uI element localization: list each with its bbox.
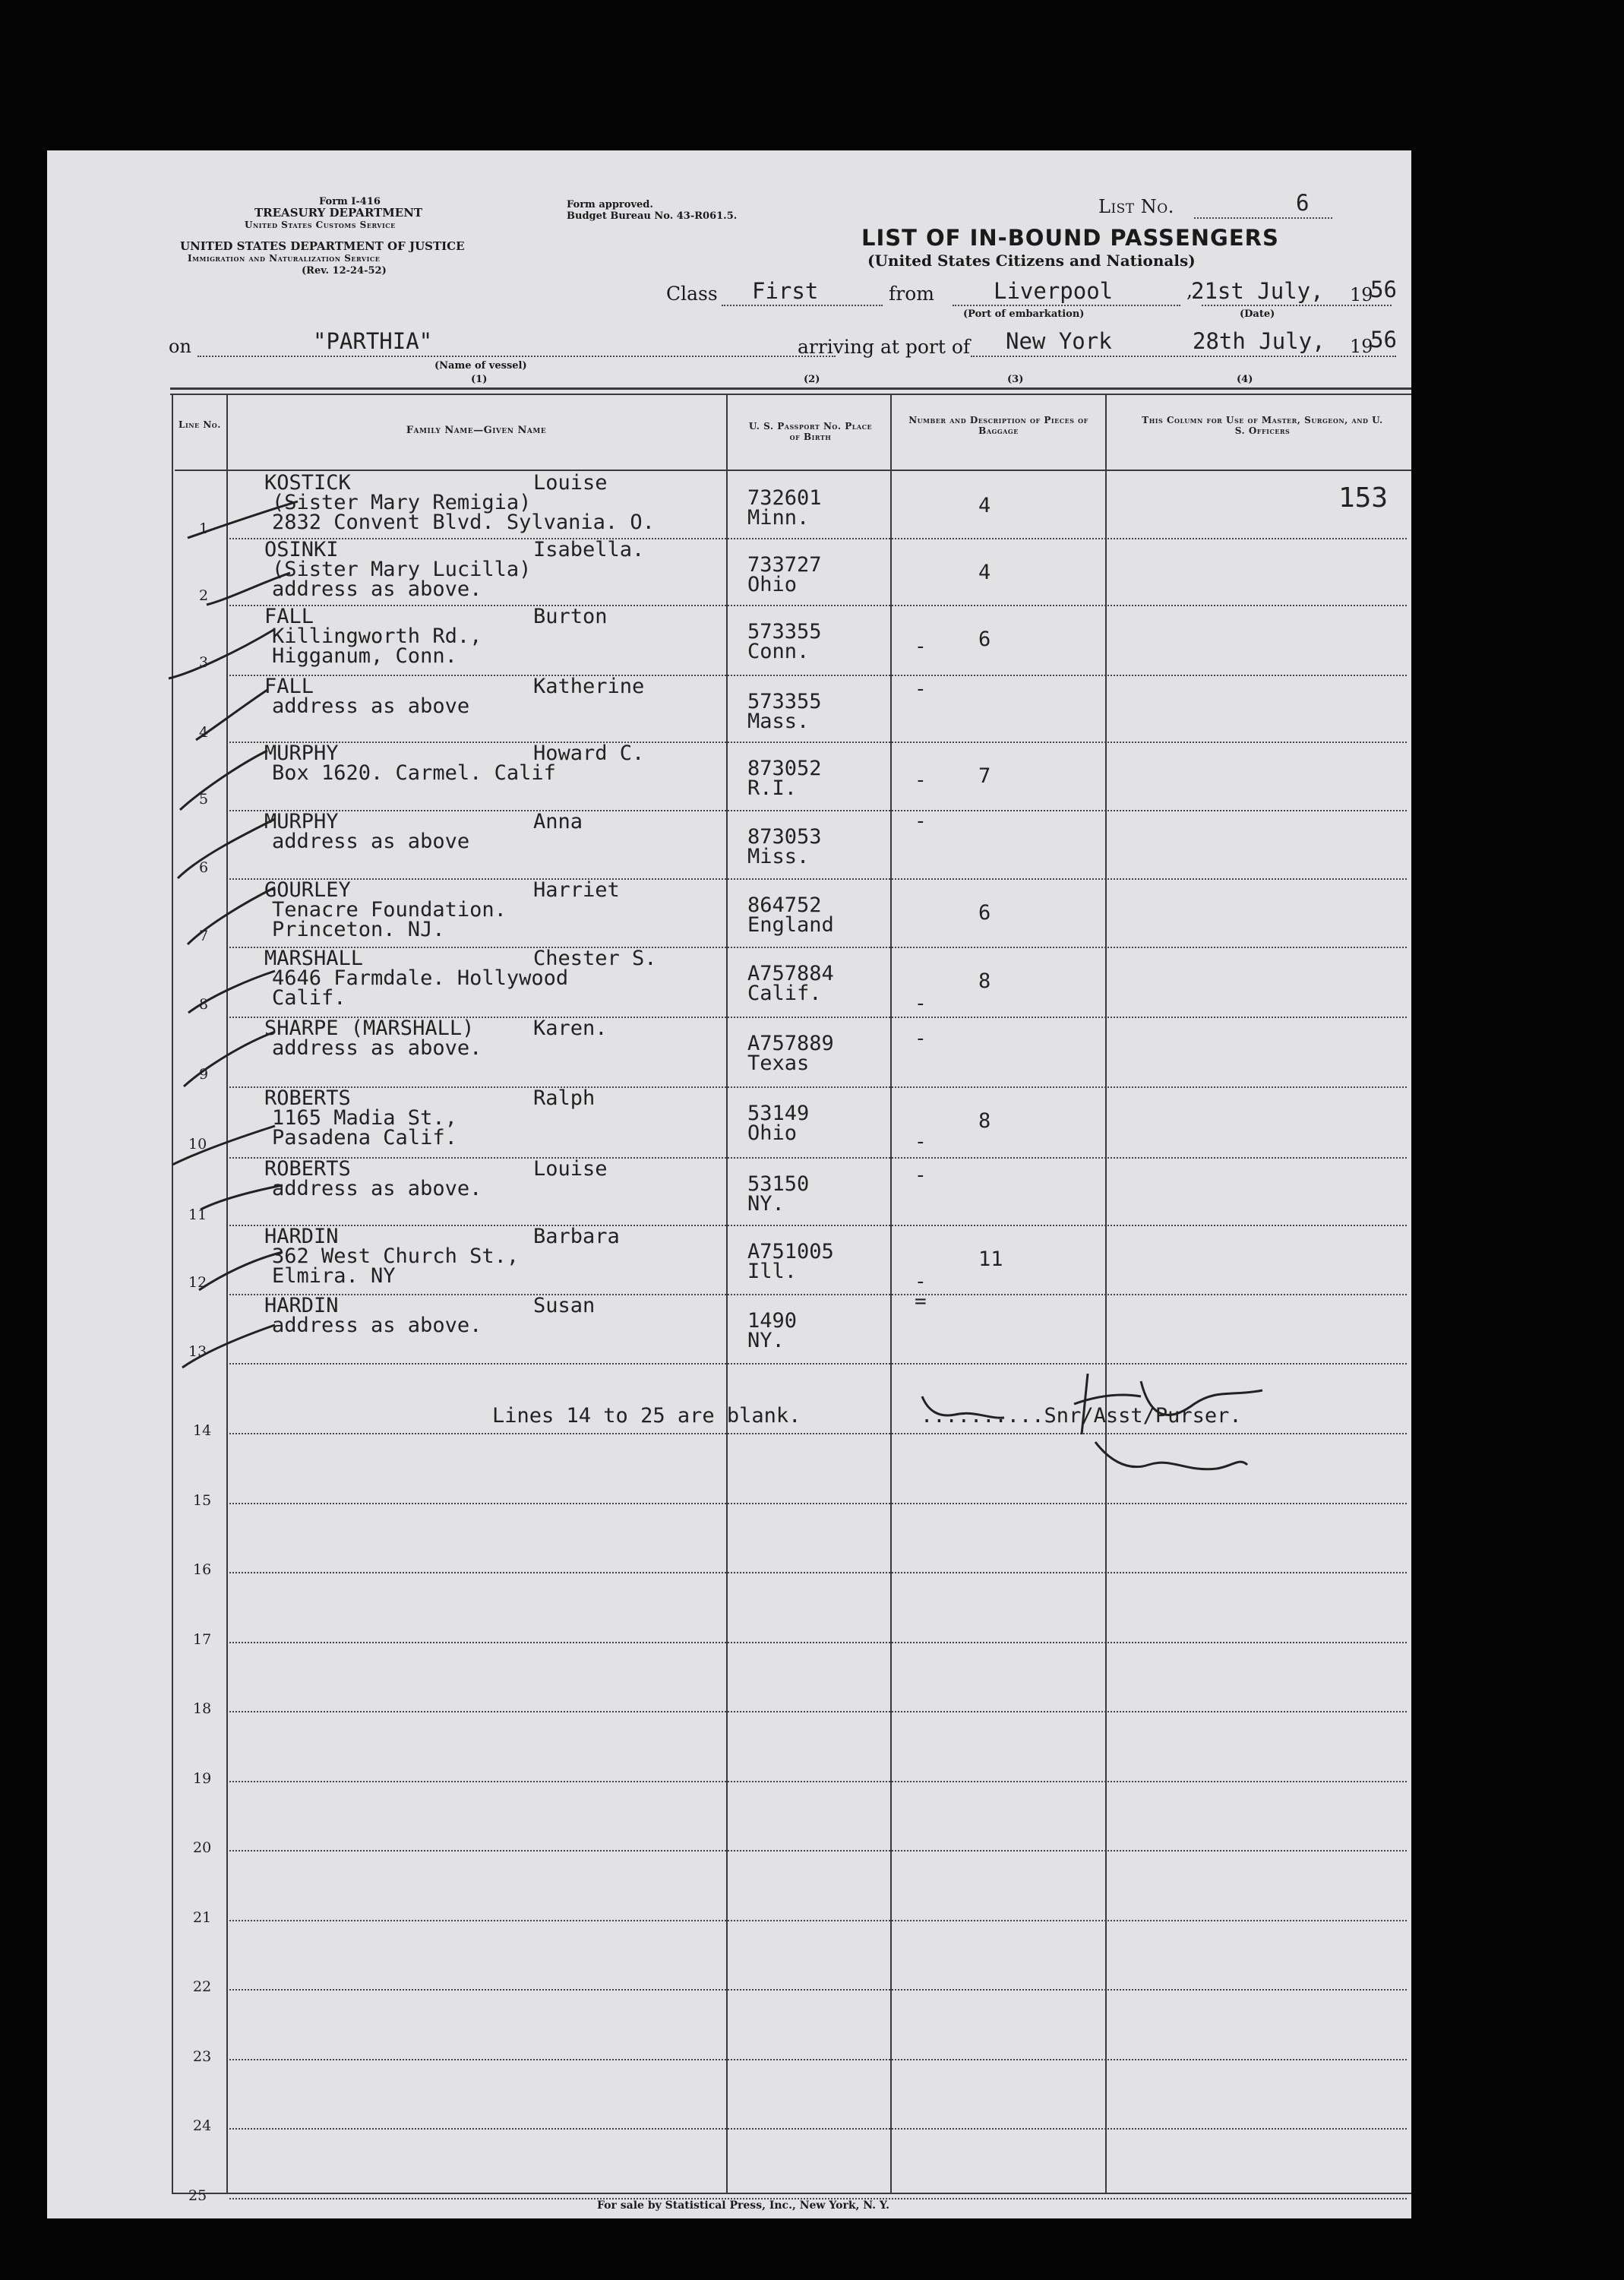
line-number: 15 (193, 1492, 212, 1509)
signature-stroke (922, 1396, 1004, 1418)
vessel-name: "PARTHIA" (313, 328, 433, 354)
date-value: 21st July, (1191, 278, 1324, 304)
line-number: 18 (193, 1700, 212, 1717)
check-mark (180, 751, 267, 810)
check-mark (184, 1032, 275, 1086)
col-header-officers: This Column for Use of Master, Surgeon, and U. S. Officers (1142, 415, 1383, 436)
passport-number: A751005 (747, 1240, 834, 1263)
check-mark (172, 1126, 275, 1165)
port-caption: (Port of embarkation) (963, 308, 1085, 320)
signature-stroke (1095, 1442, 1247, 1469)
line-number: 24 (193, 2117, 212, 2134)
given-name: Louise (533, 1157, 608, 1181)
baggage-dash: - (915, 1164, 927, 1187)
line-number: 14 (193, 1422, 212, 1439)
check-mark (201, 1185, 283, 1210)
form-approved: Form approved. (567, 199, 653, 210)
address-line-2: address as above. (272, 577, 482, 601)
family-name: HARDIN (264, 1225, 339, 1248)
given-name: Ralph (533, 1086, 596, 1110)
col-header-passport: U. S. Passport No. Place of Birth (748, 421, 873, 442)
date-year: 56 (1370, 277, 1397, 302)
printer-footer: For sale by Statistical Press, Inc., New York, N. Y. (597, 2199, 889, 2212)
arrival-port: New York (1006, 328, 1112, 354)
address-line-1: address as above (272, 830, 470, 853)
passport-number: 732601 (747, 486, 822, 510)
date-caption: (Date) (1240, 308, 1275, 320)
line-number: 10 (188, 1136, 207, 1153)
line-number: 3 (199, 654, 209, 671)
caption-4: (4) (1237, 374, 1253, 385)
form-number: Form I-416 (319, 196, 381, 207)
line-number: 25 (188, 2187, 207, 2204)
check-mark (178, 819, 275, 878)
officer-note: 153 (1338, 482, 1389, 514)
line-number: 1 (199, 520, 209, 537)
arrival-date: 28th July, (1193, 328, 1325, 354)
place-of-birth: R.I. (747, 776, 798, 800)
line-number: 11 (188, 1206, 207, 1223)
check-mark (182, 1325, 275, 1368)
family-name: HARDIN (264, 1294, 339, 1317)
handwriting-overlay (47, 150, 1411, 2218)
line-number: 8 (199, 996, 209, 1013)
page-title: LIST OF IN-BOUND PASSENGERS (861, 225, 1279, 251)
address-line-1: address as above (272, 694, 470, 718)
given-name: Louise (533, 471, 608, 495)
place-of-birth: Texas (747, 1051, 810, 1075)
place-of-birth: Conn. (747, 640, 810, 663)
list-no-label: List No. (1098, 196, 1174, 217)
col-header-line-no: Line No. (179, 419, 221, 430)
place-of-birth: Minn. (747, 506, 810, 530)
ins-service: Immigration and Naturalization Service (188, 253, 381, 264)
address-line-1: 362 West Church St., (272, 1244, 520, 1268)
address-line-1: address as above. (272, 1314, 482, 1337)
customs-service: United States Customs Service (245, 220, 396, 230)
address-line-2: Calif. (272, 986, 346, 1010)
place-of-birth: Ill. (747, 1260, 798, 1283)
line-number: 5 (199, 791, 209, 808)
baggage-dash: = (915, 1290, 927, 1313)
given-name: Katherine (533, 675, 645, 698)
class-value: First (752, 278, 819, 304)
address-line-1: Box 1620. Carmel. Calif (272, 761, 556, 785)
port-value: Liverpool (994, 278, 1114, 304)
address-line-2: Princeton. NJ. (272, 918, 445, 941)
line-number: 17 (193, 1631, 212, 1648)
line-number: 9 (199, 1066, 209, 1083)
baggage-count: 7 (978, 764, 991, 788)
treasury-dept: TREASURY DEPARTMENT (254, 206, 423, 220)
passport-number: 733727 (747, 553, 822, 577)
baggage-dash: - (915, 1270, 927, 1293)
signature-stroke (1074, 1374, 1262, 1434)
check-mark (196, 690, 267, 740)
line-number: 16 (193, 1561, 212, 1578)
baggage-count: 11 (978, 1248, 1003, 1271)
family-name: MURPHY (264, 810, 339, 833)
family-name: ROBERTS (264, 1086, 351, 1110)
baggage-dash: - (915, 635, 927, 658)
blank-lines-note: Lines 14 to 25 are blank. (492, 1404, 801, 1428)
caption-2: (2) (804, 374, 820, 385)
revision: (Rev. 12-24-52) (302, 265, 387, 277)
passport-number: 864752 (747, 893, 822, 917)
baggage-count: 4 (978, 561, 991, 584)
place-of-birth: Calif. (747, 982, 822, 1005)
place-of-birth: Ohio (747, 1121, 798, 1145)
check-marks (169, 501, 298, 1368)
baggage-count: 4 (978, 494, 991, 517)
given-name: Anna (533, 810, 583, 833)
address-line-1: Killingworth Rd., (272, 625, 482, 648)
baggage-dash: - (915, 678, 927, 700)
address-line-1: address as above. (272, 1177, 482, 1200)
place-of-birth: Mass. (747, 710, 810, 733)
family-name: FALL (264, 605, 314, 628)
line-number: 13 (188, 1343, 207, 1360)
line-number: 23 (193, 2048, 212, 2065)
list-no-value: 6 (1296, 190, 1310, 216)
check-mark (188, 971, 275, 1013)
justice-dept: UNITED STATES DEPARTMENT OF JUSTICE (180, 239, 465, 253)
passport-number: 53149 (747, 1102, 810, 1125)
line-number: 2 (199, 587, 209, 604)
line-number: 20 (193, 1839, 212, 1856)
given-name: Harriet (533, 878, 620, 902)
family-name: KOSTICK (264, 471, 351, 495)
line-number: 6 (199, 859, 209, 876)
passport-number: 573355 (747, 690, 822, 713)
caption-3: (3) (1007, 374, 1024, 385)
year-prefix: 19 (1350, 284, 1373, 305)
place-of-birth: NY. (747, 1329, 785, 1352)
address-line-2: Higganum, Conn. (272, 644, 457, 668)
class-label: Class (666, 283, 718, 305)
address-line-1: Tenacre Foundation. (272, 898, 507, 922)
arrival-year-prefix: 19 (1350, 336, 1373, 357)
given-name: Howard C. (533, 742, 645, 765)
from-label: from (889, 283, 934, 305)
caption-1: (1) (471, 374, 488, 385)
address-line-1: 4646 Farmdale. Hollywood (272, 966, 569, 990)
address-line-1: address as above. (272, 1036, 482, 1060)
line-number: 7 (199, 928, 209, 944)
baggage-count: 6 (978, 901, 991, 925)
family-name: MURPHY (264, 742, 339, 765)
arrival-year: 56 (1370, 327, 1397, 353)
vessel-caption: (Name of vessel) (434, 360, 527, 372)
family-name: OSINKI (264, 538, 339, 561)
col-header-name: Family Name—Given Name (406, 425, 547, 436)
place-of-birth: Ohio (747, 573, 798, 596)
baggage-dash: - (915, 1027, 927, 1050)
passport-number: 573355 (747, 620, 822, 644)
address-line-2: Elmira. NY (272, 1264, 396, 1288)
passport-number: A757889 (747, 1032, 834, 1055)
given-name: Susan (533, 1294, 596, 1317)
family-name: SHARPE (MARSHALL) (264, 1017, 475, 1040)
baggage-dash: - (915, 992, 927, 1015)
check-mark (199, 1252, 283, 1290)
passport-number: 873052 (747, 757, 822, 780)
check-mark (169, 629, 275, 678)
baggage-dash: - (915, 1131, 927, 1153)
passport-number: 873053 (747, 825, 822, 849)
family-name: ROBERTS (264, 1157, 351, 1181)
comma: , (1186, 280, 1193, 302)
baggage-dash: - (915, 769, 927, 792)
purser-signature (922, 1374, 1262, 1469)
place-of-birth: Miss. (747, 845, 810, 868)
given-name: Burton (533, 605, 608, 628)
line-number: 4 (199, 724, 209, 741)
baggage-count: 8 (978, 969, 991, 993)
given-name: Barbara (533, 1225, 620, 1248)
baggage-count: 6 (978, 628, 991, 651)
manifest-sheet (47, 150, 1411, 2218)
line-number: 12 (188, 1274, 207, 1291)
given-name: Chester S. (533, 947, 657, 970)
check-mark (188, 501, 298, 538)
family-name: FALL (264, 675, 314, 698)
baggage-dash: - (915, 810, 927, 833)
line-number: 21 (193, 1909, 212, 1926)
col-header-baggage: Number and Description of Pieces of Baggage (908, 415, 1088, 436)
check-mark (188, 887, 275, 944)
family-name: GOURLEY (264, 878, 351, 902)
address-line-1: (Sister Mary Lucilla) (272, 558, 532, 581)
budget-bureau: Budget Bureau No. 43-R061.5. (567, 210, 738, 222)
check-mark (207, 573, 290, 605)
page-subtitle: (United States Citizens and Nationals) (867, 251, 1196, 270)
address-line-2: Pasadena Calif. (272, 1126, 457, 1149)
address-line-1: (Sister Mary Remigia) (272, 491, 532, 514)
family-name: MARSHALL (264, 947, 364, 970)
passport-number: A757884 (747, 962, 834, 985)
line-number: 19 (193, 1770, 212, 1787)
purser-signature-line: ..........Snr/Asst/Purser. (921, 1404, 1242, 1428)
given-name: Karen. (533, 1017, 608, 1040)
passport-number: 53150 (747, 1172, 810, 1196)
address-line-1: 1165 Madia St., (272, 1106, 457, 1130)
place-of-birth: NY. (747, 1192, 785, 1216)
line-number: 22 (193, 1978, 212, 1995)
on-label: on (169, 336, 191, 357)
place-of-birth: England (747, 913, 834, 937)
arriving-label: arriving at port of (798, 336, 971, 358)
address-line-2: 2832 Convent Blvd. Sylvania. O. (272, 511, 655, 534)
passport-number: 1490 (747, 1309, 798, 1333)
baggage-count: 8 (978, 1109, 991, 1133)
given-name: Isabella. (533, 538, 645, 561)
